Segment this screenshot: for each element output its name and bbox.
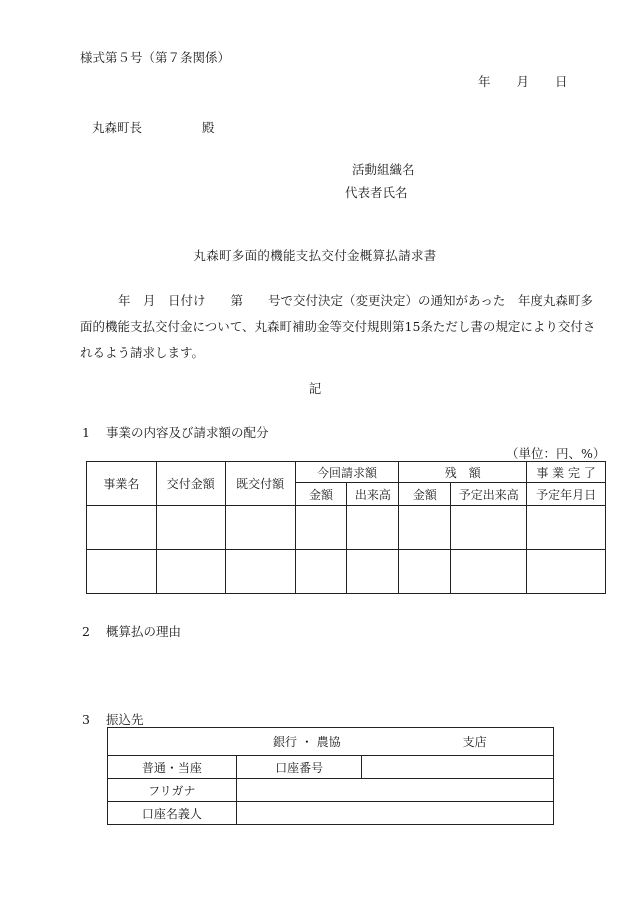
section2-heading — [82, 622, 181, 640]
cell[interactable] — [347, 506, 399, 550]
rep-name-label: 代表者氏名 — [345, 185, 408, 200]
holder-label: 口座名義人 — [108, 802, 237, 825]
cell[interactable] — [527, 506, 606, 550]
col-project-name: 事業名 — [87, 462, 157, 506]
col-grant-amount: 交付金額 — [156, 462, 225, 506]
furigana-label: フリガナ — [108, 779, 237, 802]
cell[interactable] — [451, 506, 527, 550]
bank-row[interactable] — [108, 728, 554, 756]
holder-cell[interactable] — [236, 802, 553, 825]
section3-title: 振込先 — [106, 712, 144, 727]
org-name-label: 活動組織名 — [352, 162, 415, 177]
form-number: 様式第５号（第７条関係） — [80, 50, 231, 65]
table-row — [87, 506, 606, 550]
col-current-request: 今回請求額 — [295, 462, 399, 483]
col-completion-line2: 予定年月日 — [527, 483, 606, 506]
date-day: 日 — [555, 74, 568, 89]
body-text-content: 年 月 日付け 第 号で交付決定（変更決定）の通知があった 年度丸森町多面的機能支払交付金について、丸森町補助金等交付規則第15条ただし書の規定により交付されるよう請求します。 — [80, 293, 596, 360]
section1-heading — [82, 423, 269, 441]
col-planned-progress: 予定出来高 — [451, 483, 527, 506]
bank-label: 銀行 ・ 農協 — [273, 735, 341, 749]
date-line — [478, 72, 568, 90]
cell[interactable] — [295, 550, 347, 594]
col-remaining: 残 額 — [399, 462, 527, 483]
table-row — [87, 550, 606, 594]
addressee — [92, 118, 215, 136]
cell[interactable] — [87, 550, 157, 594]
section3-number: 3 — [82, 712, 90, 727]
furigana-cell[interactable] — [236, 779, 553, 802]
col-already-granted: 既交付額 — [225, 462, 295, 506]
col-amount-a: 金額 — [295, 483, 347, 506]
col-completion-line1: 事 業 完 了 — [527, 462, 606, 483]
cell[interactable] — [399, 550, 451, 594]
cell[interactable] — [225, 550, 295, 594]
section2-title: 概算払の理由 — [106, 624, 182, 639]
date-year: 年 — [478, 74, 491, 89]
branch-label: 支店 — [462, 735, 487, 749]
section1-number: 1 — [82, 425, 90, 440]
unit-note: （単位：円、%） — [506, 446, 606, 461]
cell[interactable] — [87, 506, 157, 550]
ki-heading: 記 — [308, 381, 322, 396]
cell[interactable] — [527, 550, 606, 594]
addressee-honorific: 殿 — [202, 120, 215, 135]
cell[interactable] — [225, 506, 295, 550]
addressee-name: 丸森町長 — [92, 120, 143, 135]
date-month: 月 — [516, 74, 530, 89]
section2-number: 2 — [82, 624, 90, 639]
section1-title: 事業の内容及び請求額の配分 — [106, 425, 269, 440]
col-amount-b: 金額 — [399, 483, 451, 506]
section3-heading — [82, 710, 144, 728]
cell[interactable] — [347, 550, 399, 594]
cell[interactable] — [156, 506, 225, 550]
account-number-cell[interactable] — [362, 756, 554, 779]
body-text — [80, 288, 600, 366]
cell[interactable] — [156, 550, 225, 594]
document-title: 丸森町多面的機能支払交付金概算払請求書 — [193, 248, 437, 263]
allocation-table — [86, 461, 606, 594]
col-progress-a: 出来高 — [347, 483, 399, 506]
account-type-label: 普通・当座 — [108, 756, 237, 779]
bank-account-table — [107, 727, 554, 825]
account-number-label: 口座番号 — [236, 756, 362, 779]
cell[interactable] — [295, 506, 347, 550]
cell[interactable] — [399, 506, 451, 550]
cell[interactable] — [451, 550, 527, 594]
